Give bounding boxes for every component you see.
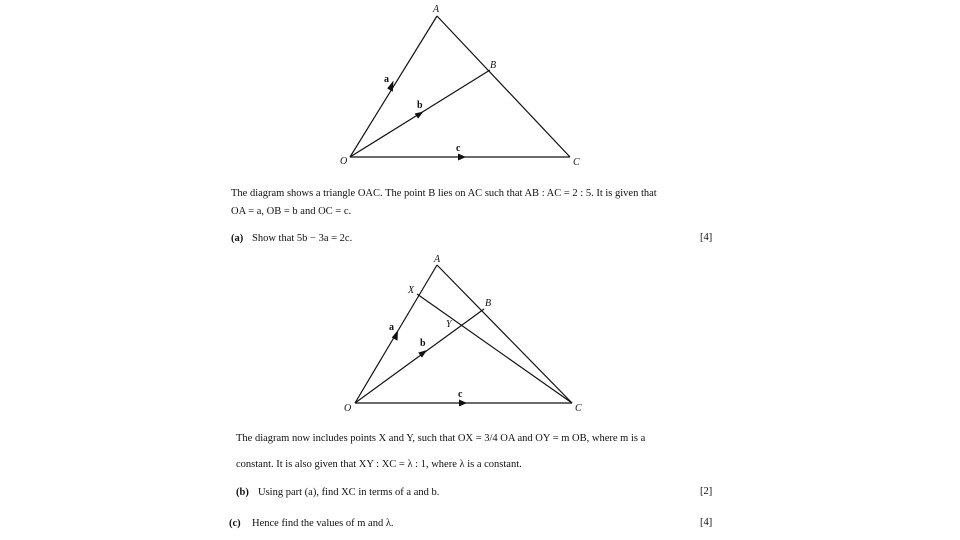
line-ac-2 — [437, 265, 572, 403]
vector-label-b-2: b — [420, 338, 426, 349]
part-b-label: (b) — [236, 487, 249, 498]
part-b-text: Using part (a), find XC in terms of a and b. — [258, 487, 440, 498]
point-label-a-2: A — [434, 254, 441, 265]
part-c-label: (c) — [229, 518, 241, 529]
point-label-y-2: Y — [446, 319, 452, 330]
point-label-c-2: C — [575, 403, 582, 414]
part-a-text: Show that 5b − 3a = 2c. — [252, 233, 353, 244]
intro-line-2: OA = a, OB = b and OC = c. — [231, 206, 352, 217]
point-label-x-2: X — [408, 285, 415, 296]
point-label-c: C — [573, 157, 580, 168]
line-ob-2 — [355, 309, 484, 403]
point-label-b: B — [490, 60, 497, 71]
part-a-label: (a) — [231, 233, 244, 244]
point-label-b-2: B — [485, 298, 492, 309]
vector-label-a-2: a — [389, 322, 394, 333]
point-label-a: A — [433, 4, 440, 15]
vector-label-c: c — [456, 143, 461, 154]
vector-label-c-2: c — [458, 389, 463, 400]
point-label-o-2: O — [344, 403, 352, 414]
middle-line-1: The diagram now includes points X and Y, such that OX = 3/4 OA and OY = m OB, where m is a — [236, 433, 646, 444]
part-c-marks: [4] — [700, 517, 713, 528]
part-c-text: Hence find the values of m and λ. — [252, 518, 394, 529]
point-label-o: O — [340, 156, 348, 167]
part-a-marks: [4] — [700, 232, 713, 243]
intro-line-1: The diagram shows a triangle OAC. The point B lies on AC such that AB : AC = 2 : 5. It is given that — [231, 188, 657, 199]
line-xc-2 — [417, 294, 572, 403]
middle-line-2: constant. It is also given that XY : XC = λ : 1, where λ is a constant. — [236, 459, 522, 470]
arrow-c-2 — [459, 400, 467, 407]
part-b-marks: [2] — [700, 486, 713, 497]
vector-label-b: b — [417, 100, 423, 111]
vector-label-a: a — [384, 74, 389, 85]
